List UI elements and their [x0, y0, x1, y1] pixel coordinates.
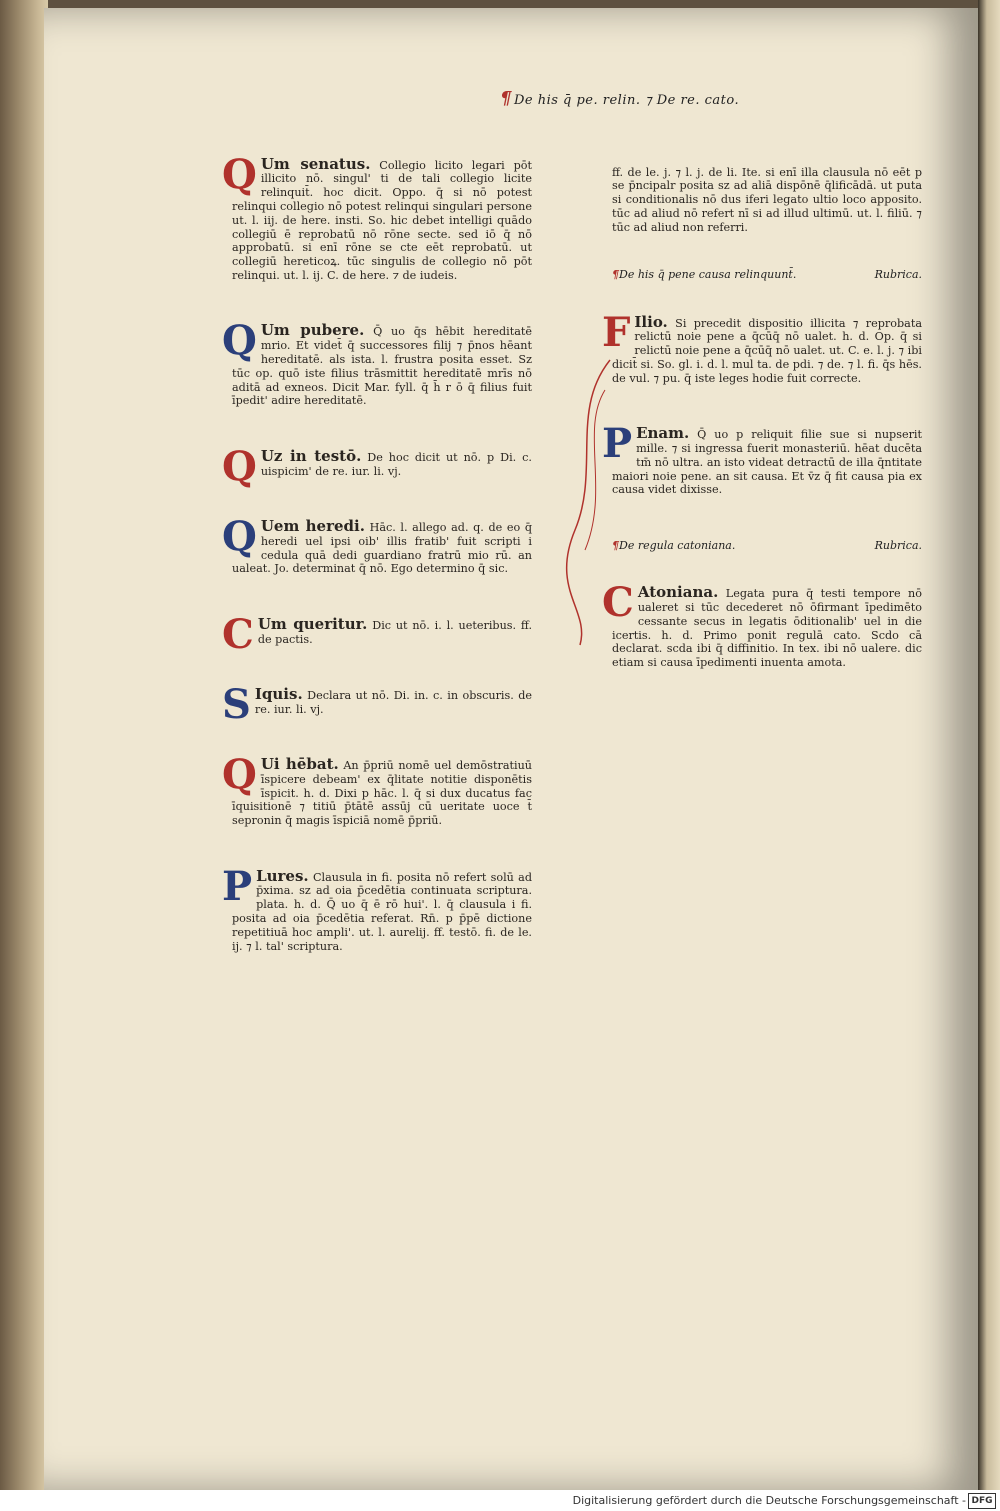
- block-text: Clausula in fi. posita nō refert solū ad p̄xima. sz ad oia p̄cedētia continuata scriptura. plata. h. d. Q̄ uo q̄ ē rō hui'. l. q̄ clausula i fi. posita ad oia p̄cedētia referat. Rn̄. p p̄pē dictione repetitiuā hoc ampli'. ut. l. aurelij. ff. testō. fi. de le. ij. ⁊ l. tal' scriptura.: [232, 870, 532, 953]
- lemma: Ui hēbat.: [260, 755, 339, 774]
- drop-initial: C: [222, 610, 254, 658]
- paragraph-mark-icon: ¶: [500, 88, 512, 109]
- lemma: Uem heredi.: [260, 516, 365, 535]
- text-block: [602, 413, 922, 497]
- block-text: An p̄priū nomē uel demōstratiuū īspicere debeam' ex q̄litate notitie disponētis īspicit. h. d. Dixi p hāc. l. q̄ si dux ducatus fac īquisitionē ⁊ titiū p̄tātē assūj cū ueritate uoce t̄ sepronin q̄ magis īspiciā nomē p̄priū.: [232, 759, 532, 828]
- rubric-label: Rubrica.: [874, 538, 922, 552]
- paragraph-mark-icon: ¶: [612, 538, 619, 552]
- text-block: [602, 302, 923, 386]
- block-text: Si precedit dispositio illicita ⁊ reprobata relictū noie pene a q̄cūq̄ nō ualet. h. d. Op. q̄ si relictū noie pene a q̄cūq̄ nō ualet. ut. C. e. l. j. ⁊ ibi dicit̄ si. So. gl. i. d. l. mul ta. de pdi. ⁊ de. ⁊ l. fi. q̄s hēs. de vul. ⁊ pu. q̄ iste leges hodie fuit correcte.: [612, 316, 923, 385]
- drop-initial: Q: [222, 150, 257, 198]
- text-block: [222, 856, 532, 954]
- rubric-title: De his q̄ pene causa relinquunt̄.: [619, 268, 797, 282]
- block-text: Collegio licito legari pōt illicito nō. singul' ti de tali collegio licite relinquit̄. hoc dicit. Oppo. q̄ si nō potest relinqui collegio nō potest relinqui singulari persone ut. l. iij. de here. insti. So. hic debet intelligi quādo collegiū ē reprobatū nō rōne secte. sed iō q̄ nō approbatū. si enī rōne se cte eēt reprobatū. ut collegiū hereticoꝝ. tūc singulis de collegio nō pōt relinqui. ut. l. ij. C. de here. ⁊ de iudeis.: [232, 158, 532, 282]
- text-block: [222, 604, 532, 658]
- text-block: [222, 436, 532, 490]
- lemma: Um pubere.: [260, 321, 365, 340]
- drop-initial: F: [602, 308, 631, 356]
- text-block: [222, 311, 532, 409]
- lemma: Um queritur.: [257, 614, 368, 633]
- lemma: Enam.: [636, 424, 690, 443]
- book-left-edge: [0, 0, 48, 1490]
- block-text: Legata pura q̄ testi tempore nō ualeret si tūc decederet nō ōfirmant īpedimēto cessante secus in legatis ōditionalib' uel in die icertis. h. d. Primo ponit regulā cato. Scdo cā declarat. scda ibi q̄ diffinitio. In tex. ibi nō ualere. dic etiam si causa īpedimenti inuenta amota.: [612, 587, 922, 670]
- rubric-heading: [612, 525, 922, 553]
- lemma: Lures.: [256, 866, 309, 885]
- lemma: Iquis.: [254, 684, 303, 703]
- drop-initial: Q: [222, 751, 257, 799]
- rubric-heading: [612, 254, 922, 282]
- text-block: [222, 506, 533, 576]
- block-text: Declara ut nō. Di. in. c. in obscuris. de re. iur. li. vj.: [254, 688, 532, 716]
- lemma: Uz in testō.: [260, 446, 362, 465]
- paragraph-mark-icon: ¶: [612, 268, 619, 282]
- lemma: Ilio.: [634, 312, 668, 331]
- text-block: [222, 674, 532, 728]
- drop-initial: Q: [222, 317, 257, 365]
- lemma: Um senatus.: [260, 154, 371, 173]
- block-text: Dic ut nō. i. l. ueteribus. ff. de pactis.: [257, 618, 532, 646]
- drop-initial: S: [222, 680, 251, 728]
- dfg-logo-icon: DFG: [968, 1493, 996, 1509]
- text-block: [222, 144, 532, 283]
- drop-initial: C: [602, 579, 634, 627]
- running-head-text: De his q̄ pe. relin. ⁊ De re. cato.: [513, 93, 740, 108]
- lemma: Atoniana.: [637, 583, 719, 602]
- rubric-label: Rubrica.: [874, 268, 922, 282]
- text-block: [612, 152, 922, 235]
- footer-bar: [0, 1490, 1000, 1511]
- block-text: Hāc. l. allego ad. q. de eo q̄ heredi uel ipsi oib' illis fratib' fuit scripti i cedula quā dedi guardiano fratrū mio rū. an ualeat. Jo. determinat q̄ nō. Ego determino q̄ sic.: [232, 520, 533, 576]
- right-column: [602, 138, 923, 684]
- running-head: [500, 88, 739, 109]
- drop-initial: P: [222, 862, 253, 910]
- rubric-title: De regula catoniana.: [619, 538, 736, 552]
- block-text: Q̄ uo p reliquit filie sue si nupserit mille. ⁊ si ingressa fuerit monasteriū. hēat ducēta tm̄ nō ultra. an isto videat detractū de illa q̄ntitate maiori noie pene. an sit causa. Et v̄z q̄ fit causa pia ex causa videt dixisse.: [612, 428, 922, 497]
- drop-initial: Q: [222, 442, 257, 490]
- book-right-edge: [978, 0, 1000, 1490]
- left-column: [222, 130, 533, 967]
- drop-initial: P: [602, 420, 633, 468]
- drop-initial: Q: [222, 512, 257, 560]
- text-block: [602, 572, 922, 670]
- block-text: ff. de le. j. ⁊ l. j. de li. Ite. si enī illa clausula nō eēt p se p̄ncipalr posita sz ad aliā dispōnē q̄lificādā. ut puta si conditionalis nō dus iferi legato ultio loco apposito. tūc ad aliud nō refert nī si ad illud ultimū. ut. l. filiū. ⁊ tūc ad aliud non referri.: [612, 165, 922, 234]
- text-block: [222, 744, 532, 828]
- block-text: Q̄ uo q̄s hēbit hereditatē mrio. Et videt̄ q̄ successores filij ⁊ p̄nos hēant hereditatē. als ista. l. frustra posita esset. Sz tūc op. quō iste filius trāsmittit hereditatē mrīs nō aditā ad exneos. Dicit Mar. fyll. q̄ h̄ r ō q̄ filius fuit īpedit' adire hereditatē.: [232, 325, 532, 408]
- block-text: De hoc dicit ut nō. p Di. c. uispicim' de re. iur. li. vj.: [260, 450, 532, 478]
- footer-credit: Digitalisierung gefördert durch die Deutsche Forschungsgemeinschaft -: [572, 1494, 966, 1507]
